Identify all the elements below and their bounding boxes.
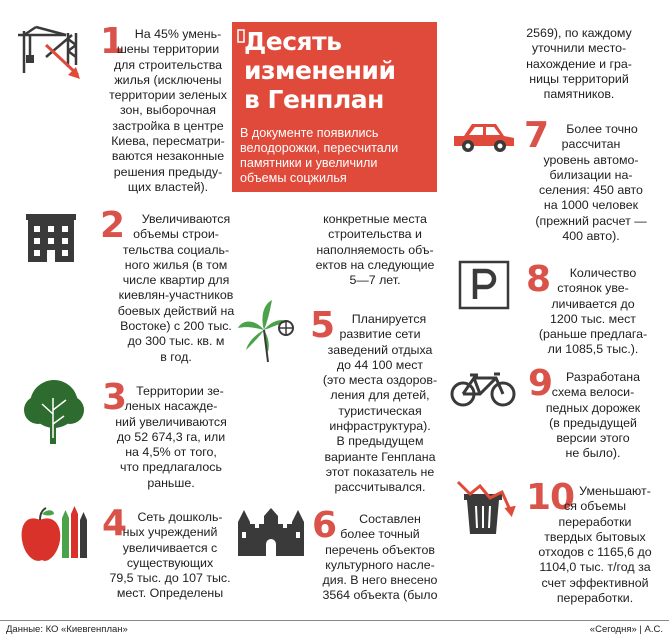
item-number-1: 1 bbox=[100, 21, 125, 62]
item-number-3: 3 bbox=[102, 377, 127, 418]
item-number-4: 4 bbox=[102, 503, 127, 544]
item-number-9: 9 bbox=[528, 363, 553, 404]
item-text-3: Территории зе- леных насажде- ний увеличиваются до 52 674,3 га, или на 4,5% от того, что предлагалось раньше. bbox=[115, 384, 227, 490]
tree-icon bbox=[20, 378, 88, 444]
item-number-7: 7 bbox=[524, 115, 549, 156]
cocktail-palm-icon bbox=[238, 300, 304, 364]
crane-icon bbox=[16, 25, 88, 87]
item-text-6-continued: 2569), по каждому уточнили место- нахождение и гра- ницы территорий памятников. bbox=[526, 26, 632, 102]
item-text-9: Разработана схема велоси- педных дорожек (в предыдущей версии этого не было). bbox=[545, 370, 641, 461]
item-text-10: Уменьшают- ся объемы переработки твердых бытовых отходов с 1165,6 до 1104,0 тыс. т/год за счет эффективной переработки. bbox=[538, 484, 652, 606]
item-number-5: 5 bbox=[310, 305, 335, 346]
footer-divider bbox=[0, 620, 669, 621]
bicycle-icon bbox=[450, 372, 516, 408]
item-text-4-continued: конкретные места строительства и наполняемость объ- ектов на следующие 5—7 лет. bbox=[315, 212, 435, 288]
item-number-6: 6 bbox=[312, 505, 337, 546]
parking-icon bbox=[458, 260, 510, 310]
item-text-1: На 45% умень- шены территории для строительства жилья (исключены территории зеленых зон, выборочная застройка в центре Киева, пересматри- ваются незаконные решения предыду- щих властей). bbox=[109, 27, 227, 194]
footer-credit: «Сегодня» | А.С. bbox=[589, 624, 663, 635]
item-text-4: Сеть дошколь- ных учреждений увеличивается с существующих 79,5 тыс. до 107 тыс. мест. Определены bbox=[109, 510, 231, 601]
page-subtitle: В документе появились велодорожки, пересчитали памятники и увеличили объемы соцжилья bbox=[240, 126, 399, 185]
page-title: Десять изменений в Генплан bbox=[244, 27, 396, 114]
trash-bin-icon bbox=[456, 480, 518, 536]
item-text-8: Количество стоянок уве- личивается до 1200 тыс. мест (раньше предлага- ли 1085,5 тыс.). bbox=[538, 266, 648, 357]
item-text-5: Планируется развитие сети заведений отдыха до 44 100 мест (это места оздоров- ления для детей, туристическая инфраструктура). В предыдущем варианте Генплана этот показатель не рассчитывался. bbox=[322, 312, 438, 495]
item-number-10: 10 bbox=[526, 477, 575, 518]
building-icon bbox=[26, 210, 76, 262]
item-number-2: 2 bbox=[100, 205, 125, 246]
item-text-7: Более точно рассчитан уровень автомо- билизации на- селения: 450 авто на 1000 человек (прежний расчет — 400 авто). bbox=[535, 122, 647, 244]
footer-source: Данные: КО «Киевгенплан» bbox=[6, 624, 128, 635]
apple-pencils-icon bbox=[20, 506, 92, 564]
item-number-8: 8 bbox=[526, 259, 551, 300]
item-text-6: Составлен более точный перечень объектов культурного насле- дия. В него внесено 3564 объекта (было bbox=[322, 512, 438, 603]
car-icon bbox=[450, 118, 518, 152]
castle-icon bbox=[238, 508, 304, 556]
item-text-2: Увеличиваются объемы строи- тельства социаль- ного жилья (в том числе квартир для киевлян-участников боевых действий на Востоке) с 200 тыс. до 300 тыс. кв. м в год. bbox=[117, 212, 235, 364]
